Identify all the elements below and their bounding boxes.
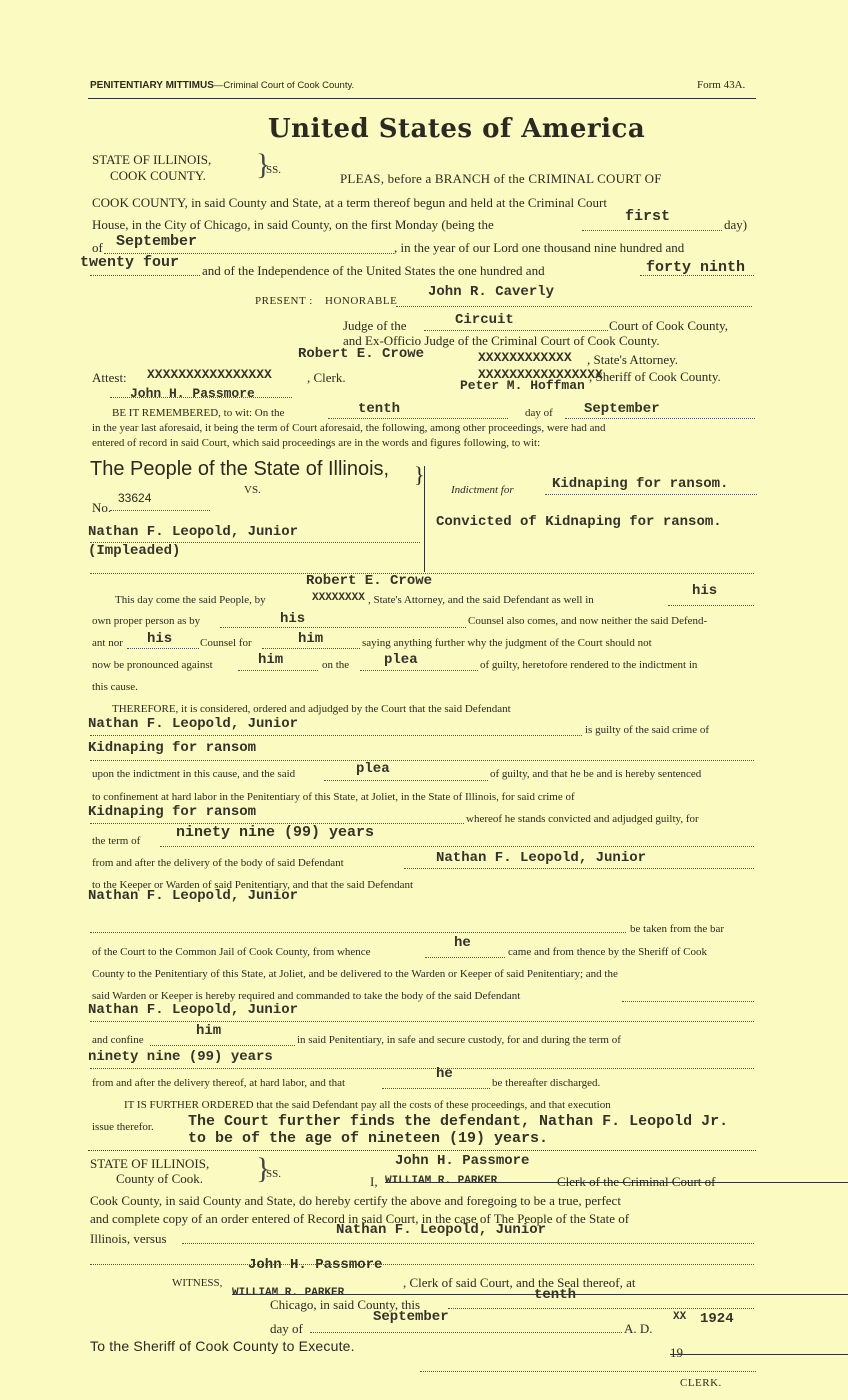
body-p1a: This day come the said People, by: [115, 594, 266, 606]
body-p2a: own proper person as by: [92, 615, 201, 627]
remembered-text: BE IT REMEMBERED, to wit: On the: [112, 407, 285, 419]
cert-ad: A. D.: [624, 1321, 653, 1336]
case-no-label: No.: [92, 500, 112, 515]
witness-typed: John H. Passmore: [248, 1257, 383, 1273]
cert-xx: XX: [673, 1311, 687, 1323]
form-title: PENITENTIARY MITTIMUS—Criminal Court of Cook County.: [90, 80, 355, 91]
document-title: United States of America: [268, 114, 646, 144]
body-plea1: plea: [384, 652, 418, 668]
body-taken: be taken from the bar: [630, 923, 725, 935]
indictment-charge: Kidnaping for ransom.: [552, 476, 729, 492]
day-ordinal: first: [625, 208, 671, 225]
remembered-line3: entered of record in said Court, which said proceedings are in the words and figures following, to wit:: [92, 437, 541, 449]
body-his1: his: [692, 583, 718, 599]
cert-county: County of Cook.: [116, 1171, 204, 1186]
body-finding1: The Court further finds the defendant, Nathan F. Leopold Jr.: [188, 1113, 729, 1130]
states-attorney-label: , State's Attorney.: [587, 352, 679, 367]
body-whereof: whereof he stands convicted and adjudged guilty, for: [466, 813, 699, 825]
clerk-struck: XXXXXXXXXXXXXXXX: [147, 367, 272, 382]
body-upon-a: upon the indictment in this cause, and the said: [92, 768, 296, 780]
judge-of: Judge of the: [343, 318, 407, 333]
honorable-label: HONORABLE: [325, 295, 398, 307]
form-number: Form 43A.: [697, 79, 746, 91]
body-def2: Nathan F. Leopold, Junior: [436, 850, 647, 866]
cert-ss: SS.: [266, 1168, 281, 1180]
venue-state: STATE OF ILLINOIS,: [92, 152, 212, 167]
body-guilty: is guilty of the said crime of: [585, 724, 710, 736]
body-his3: his: [147, 631, 173, 647]
intro-of: of: [92, 240, 103, 255]
sheriff-label: , Sheriff of Cook County.: [589, 369, 721, 384]
court-suffix: Court of Cook County,: [609, 318, 729, 333]
sheriff-struck: XXXXXXXXXXXXXXXX: [478, 367, 603, 382]
defendant-name: Nathan F. Leopold, Junior: [88, 524, 299, 540]
body-warden: said Warden or Keeper is hereby required and commanded to take the body of the said Defendant: [92, 990, 521, 1002]
body-sa-typed: Robert E. Crowe: [306, 573, 433, 589]
body-p3b: Counsel for: [200, 637, 252, 649]
body-further: IT IS FURTHER ORDERED that the said Defendant pay all the costs of these proceedings, and that execution: [124, 1099, 611, 1111]
body-confine-a: and confine: [92, 1034, 144, 1046]
body-therefore: THEREFORE, it is considered, ordered and adjudged by the Court that the said Defendant: [112, 703, 511, 715]
body-jail-b: came and from thence by the Sheriff of Cook: [508, 946, 707, 958]
cert-day-of: day of: [270, 1321, 303, 1336]
cert-day: tenth: [534, 1287, 577, 1303]
body-upon-b: of guilty, and that he be and is hereby sentenced: [490, 768, 702, 780]
body-keeper: to the Keeper or Warden of said Penitentiary, and that the said Defendant: [92, 879, 414, 891]
body-confine-b: in said Penitentiary, in safe and secure custody, for and during the term of: [297, 1034, 621, 1046]
case-brace: }: [414, 462, 425, 487]
vs-label: VS.: [244, 484, 261, 496]
body-def4: Nathan F. Leopold, Junior: [88, 1002, 299, 1018]
intro-day: day): [724, 217, 748, 232]
case-number: 33624: [118, 491, 152, 505]
body-crime1: Kidnaping for ransom: [88, 740, 257, 756]
body-p1-struck: XXXXXXXX: [312, 592, 365, 604]
body-finding2: to be of the age of nineteen (19) years.: [188, 1130, 549, 1147]
cert-month: September: [373, 1309, 449, 1325]
cert-line2: Cook County, in said County and State, do hereby certify the above and foregoing to be a true, perfect: [90, 1193, 621, 1208]
venue-brace: }: [256, 148, 271, 181]
body-p1b: , State's Attorney, and the said Defendant as well in: [368, 594, 594, 606]
header-rule: [88, 98, 756, 99]
cert-brace: }: [256, 1152, 271, 1185]
body-him1: him: [298, 631, 324, 647]
cert-line1: Clerk of the Criminal Court of: [557, 1174, 716, 1189]
body-p4b: on the: [322, 659, 350, 671]
states-attorney-typed: Robert E. Crowe: [298, 346, 425, 362]
cert-chicago: Chicago, in said County, this: [270, 1297, 421, 1312]
independence-year: forty ninth: [646, 259, 746, 276]
intro-month: September: [116, 233, 198, 250]
court-name: Circuit: [455, 312, 514, 328]
cert-i: I,: [370, 1174, 378, 1189]
body-him2: him: [258, 652, 284, 668]
cert-clerk-struck: WILLIAM R. PARKER: [385, 1175, 848, 1187]
intro-line3: House, in the City of Chicago, in said County, on the first Monday (being the: [92, 217, 494, 232]
body-term-label: the term of: [92, 835, 141, 847]
body-def1: Nathan F. Leopold, Junior: [88, 716, 299, 732]
present-label: PRESENT :: [255, 295, 313, 307]
remembered-month: September: [584, 401, 660, 417]
cert-line3: and complete copy of an order entered of Record in said Court, in the case of The People of the State of: [90, 1211, 630, 1226]
sheriff-execute: To the Sheriff of Cook County to Execute.: [90, 1338, 355, 1354]
witness-label: WITNESS,: [172, 1277, 223, 1289]
body-county-line: County to the Penitentiary of this State, at Joliet, and be delivered to the Warden or Keeper of said Penitentiary; and the: [92, 968, 618, 980]
remembered-day: tenth: [358, 401, 401, 417]
intro-line2: COOK COUNTY, in said County and State, at a term thereof begun and held at the Criminal Court: [92, 195, 607, 210]
intro-line1: PLEAS, before a BRANCH of the CRIMINAL COURT OF: [340, 171, 662, 186]
body-p3a: ant nor: [92, 637, 123, 649]
body-plea2: plea: [356, 761, 390, 777]
body-def3: Nathan F. Leopold, Junior: [88, 888, 299, 904]
body-term1: ninety nine (99) years: [176, 824, 375, 841]
year-words: twenty four: [80, 254, 180, 271]
body-term2: ninety nine (99) years: [88, 1049, 273, 1065]
cert-defendant: Nathan F. Leopold, Junior: [336, 1222, 547, 1238]
venue-county: COOK COUNTY.: [110, 168, 206, 183]
body-confine: to confinement at hard labor in the Penitentiary of this State, at Joliet, in the State of Illinois, for said crime of: [92, 791, 575, 803]
people-caption: The People of the State of Illinois,: [90, 458, 390, 480]
body-issue: issue therefor.: [92, 1121, 154, 1133]
body-he2: he: [436, 1066, 453, 1082]
body-his2: his: [280, 611, 306, 627]
witness-b: , Clerk of said Court, and the Seal thereof, at: [403, 1275, 636, 1290]
attest-label: Attest:: [92, 370, 127, 385]
body-p4a: now be pronounced against: [92, 659, 213, 671]
cert-year: 1924: [700, 1311, 734, 1327]
cert-line4: Illinois, versus: [90, 1231, 167, 1246]
body-p3c: saying anything further why the judgment of the Court should not: [362, 637, 652, 649]
body-after-b: be thereafter discharged.: [492, 1077, 601, 1089]
cert-clerk-label: CLERK.: [680, 1377, 722, 1389]
clerk-typed: John H. Passmore: [130, 386, 255, 401]
convicted-of: Convicted of Kidnaping for ransom.: [436, 514, 722, 530]
body-p5: this cause.: [92, 681, 138, 693]
clerk-label: , Clerk.: [307, 370, 346, 385]
states-attorney-struck: XXXXXXXXXXXX: [478, 350, 572, 365]
indictment-label: Indictment for: [451, 484, 514, 496]
body-p2b: Counsel also comes, and now neither the said Defend-: [468, 615, 708, 627]
venue-ss: SS.: [266, 164, 281, 176]
judge-name: John R. Caverly: [428, 284, 555, 300]
body-crime2: Kidnaping for ransom: [88, 804, 257, 820]
intro-line5: and of the Independence of the United States the one hundred and: [202, 263, 545, 278]
sheriff-typed: Peter M. Hoffman: [460, 378, 585, 393]
cert-clerk-typed: John H. Passmore: [395, 1153, 530, 1169]
body-jail-a: of the Court to the Common Jail of Cook County, from whence: [92, 946, 371, 958]
witness-struck: WILLIAM R. PARKER: [232, 1287, 848, 1299]
remembered-day-of: day of: [525, 407, 553, 419]
body-he1: he: [454, 935, 471, 951]
remembered-line2: in the year last aforesaid, it being the term of Court aforesaid, the following, among other proceedings, were had and: [92, 422, 606, 434]
intro-line4: , in the year of our Lord one thousand nine hundred and: [394, 240, 685, 255]
body-after-a: from and after the delivery thereof, at hard labor, and that: [92, 1077, 346, 1089]
cert-ad-struck: 19: [670, 1345, 848, 1361]
ex-officio: and Ex-Officio Judge of the Criminal Court of Cook County.: [343, 333, 660, 348]
cert-state: STATE OF ILLINOIS,: [90, 1156, 210, 1171]
body-him3: him: [196, 1023, 222, 1039]
body-from-a: from and after the delivery of the body of said Defendant: [92, 857, 344, 869]
body-p4c: of guilty, heretofore rendered to the indictment in: [480, 659, 698, 671]
defendant-impleaded: (Impleaded): [88, 543, 181, 559]
